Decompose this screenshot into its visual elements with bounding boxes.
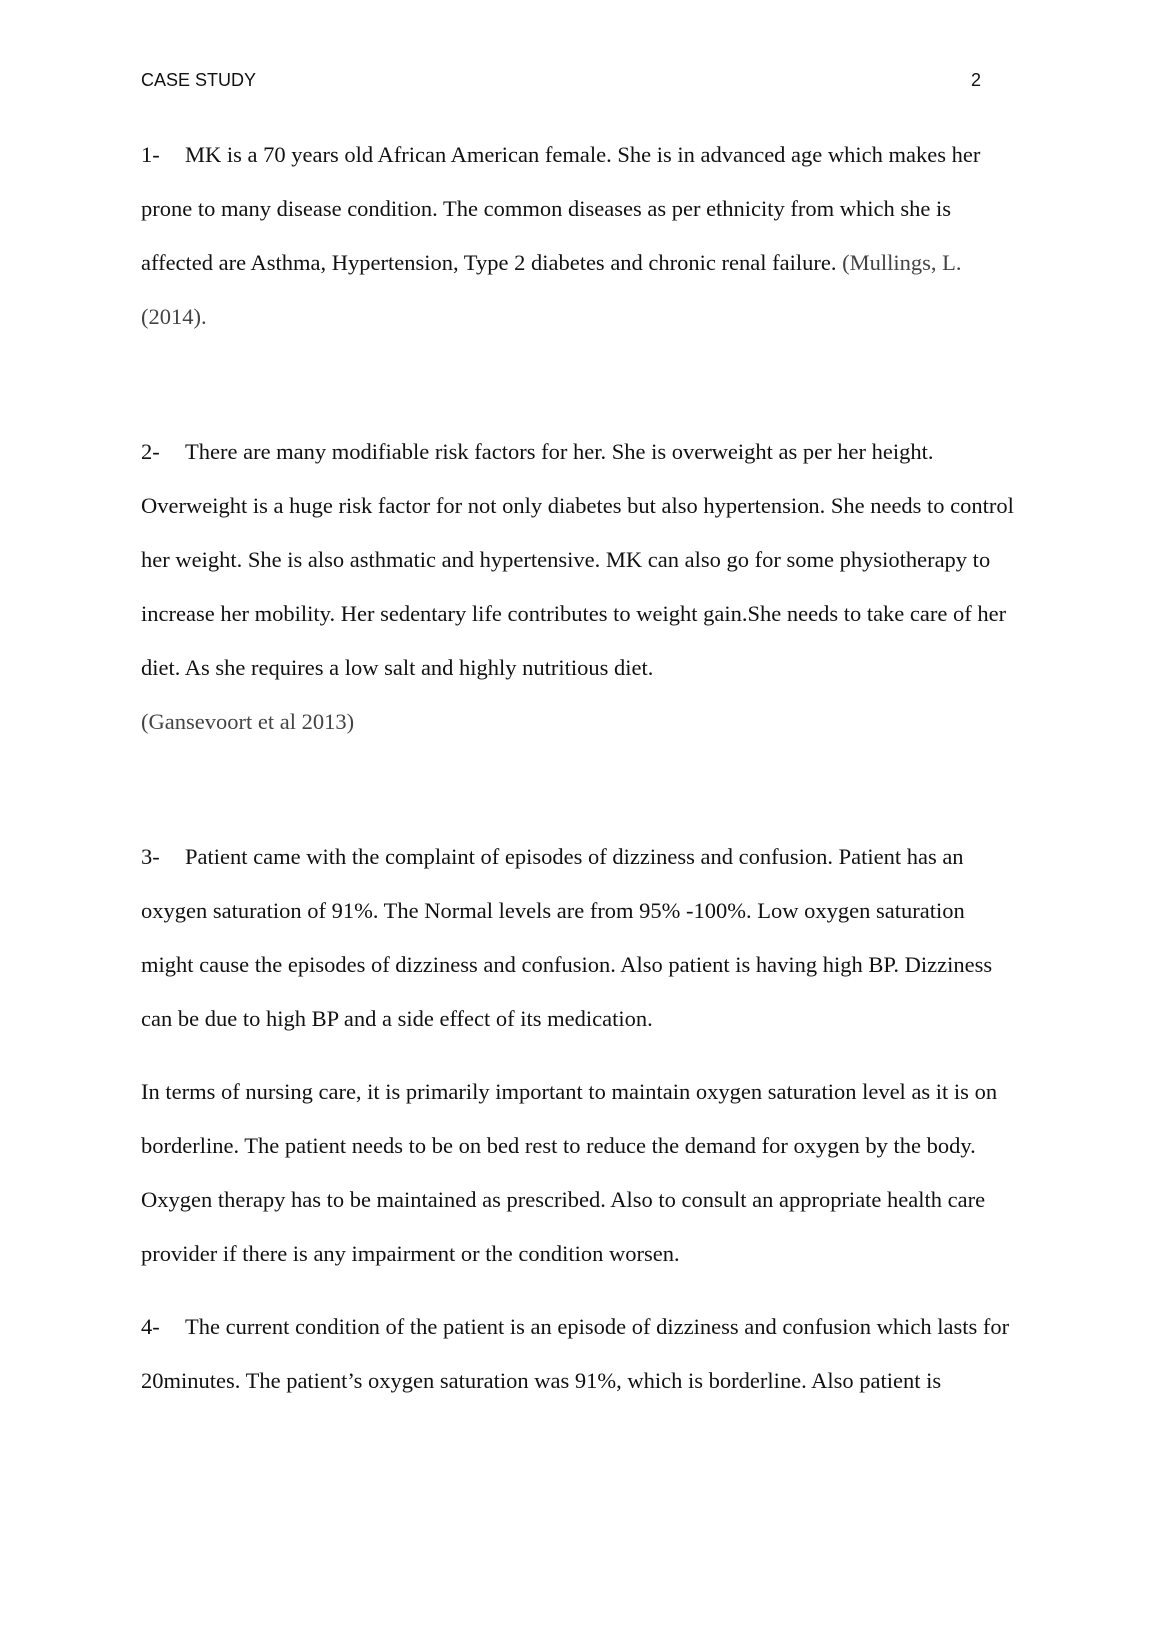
item-number: 1-: [141, 142, 160, 167]
item-number: 2-: [141, 439, 160, 464]
running-head: CASE STUDY: [141, 70, 257, 90]
page-header: [141, 70, 981, 94]
paragraph-1: [141, 128, 1021, 344]
paragraph-4: [141, 1300, 1021, 1408]
paragraph-text: In terms of nursing care, it is primarily important to maintain oxygen saturation level as it is on borderline. The patient needs to be on bed rest to reduce the demand for oxygen by the body. Oxygen therapy has to be maintained as prescribed. Also to consult an appropriate health care provider if there is any impairment or the condition worsen.: [141, 1079, 998, 1266]
document-body: [141, 128, 1021, 1408]
citation: (Gansevoort et al 2013): [141, 709, 355, 734]
paragraph-2: [141, 425, 1021, 749]
paragraph-nursing-care: [141, 1065, 1021, 1281]
paragraph-text: The current condition of the patient is an episode of dizziness and confusion which lasts for 20minutes. The patient’s oxygen saturation was 91%, which is borderline. Also patient is: [141, 1314, 1010, 1393]
citation: (Mullings, L. (2014).: [141, 250, 962, 329]
paragraph-text: Patient came with the complaint of episodes of dizziness and confusion. Patient has an oxygen saturation of 91%. The Normal levels are from 95% -100%. Low oxygen saturation might cause the episodes of dizziness and confusion. Also patient is having high BP. Dizziness can be due to high BP and a side effect of its medication.: [141, 844, 993, 1031]
page-number: 2: [970, 70, 981, 90]
item-number: 3-: [141, 844, 160, 869]
paragraph-text: There are many modifiable risk factors for her. She is overweight as per her height. Overweight is a huge risk factor for not only diabetes but also hypertension. She needs to control her weight. She is also asthmatic and hypertensive. MK can also go for some physiotherapy to increase her mobility. Her sedentary life contributes to weight gain.She needs to take care of her diet. As she requires a low salt and highly nutritious diet.: [141, 439, 1014, 680]
item-number: 4-: [141, 1314, 160, 1339]
paragraph-text: MK is a 70 years old African American female. She is in advanced age which makes her prone to many disease condition. The common diseases as per ethnicity from which she is affected are Asthma, Hypertension, Type 2 diabetes and chronic renal failure.: [141, 142, 981, 275]
paragraph-3: [141, 830, 1021, 1046]
